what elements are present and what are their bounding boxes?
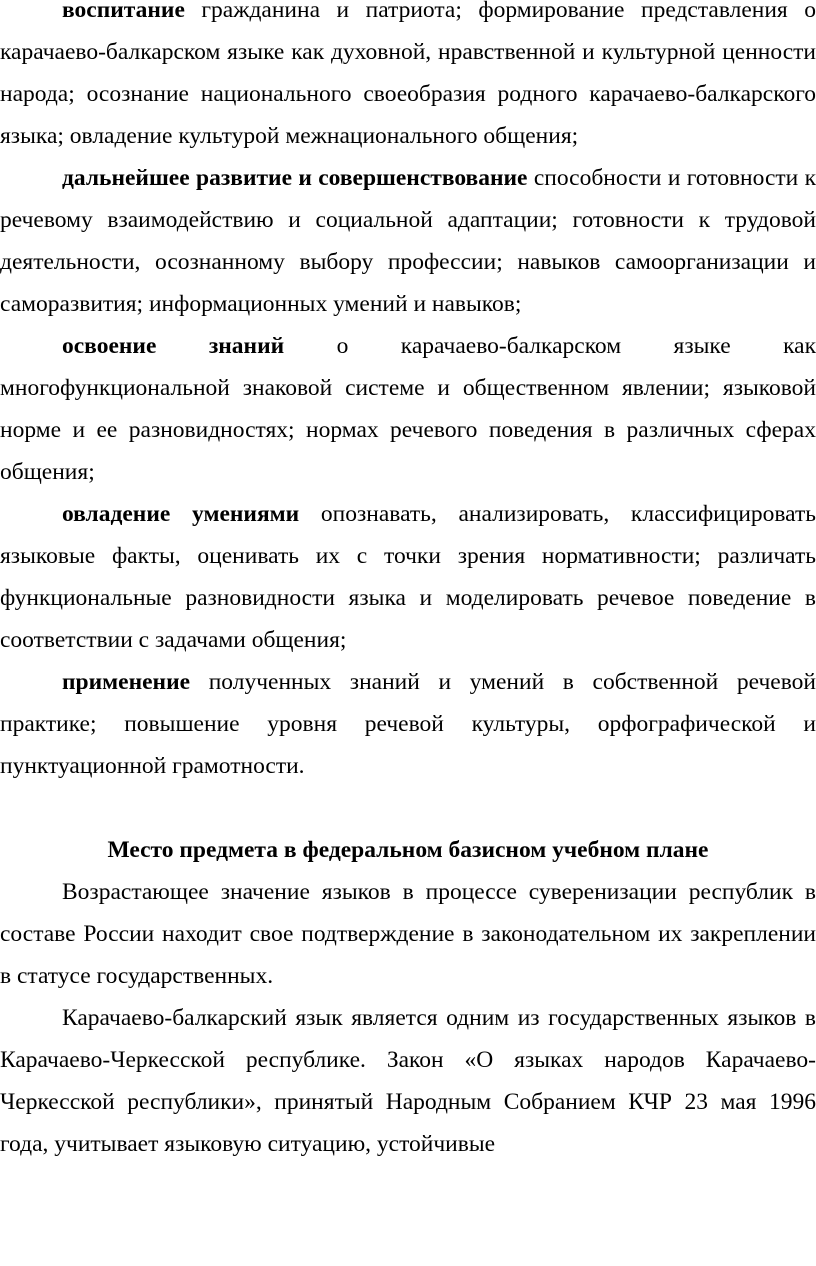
goal-text: опознавать, анализировать, классифицировать языковые факты, оценивать их с точки зрения нормативности; различать функциональные разновидности языка и моделировать речевое поведение в соответствии с задачами общения; [0,501,816,653]
goal-paragraph-skills [0,493,816,661]
goal-paragraph-upbringing [0,0,816,157]
goal-text: гражданина и патриота; формирование представления о карачаево-балкарском языке как духовной, нравственной и культурной ценности народа; осознание национального своеобразия родного карачаево-балкарского языка; овладение культурой межнационального общения; [0,0,816,149]
goal-paragraph-application [0,661,816,787]
goal-lead-term: овладение умениями [62,501,300,527]
blank-line [0,787,816,829]
goal-paragraph-knowledge [0,325,816,493]
goal-lead-term: воспитание [62,0,185,23]
goal-text: полученных знаний и умений в собственной речевой практике; повышение уровня речевой культуры, орфографической и пунктуационной грамотности. [0,669,816,779]
goal-text: о карачаево-балкарском языке как многофункциональной знаковой системе и общественном явлении; языковой норме и ее разновидностях; нормах речевого поведения в различных сферах общения; [0,333,816,485]
section-heading: Место предмета в федеральном базисном учебном плане [107,837,709,863]
goal-lead-term: применение [62,669,191,695]
goal-lead-term: освоение знаний [62,333,285,359]
section-paragraph: Возрастающее значение языков в процессе суверенизации республик в составе России находит свое подтверждение в законодательном их закреплении в статусе государственных. [0,879,816,989]
goal-text: способности и готовности к речевому взаимодействию и социальной адаптации; готовности к трудовой деятельности, осознанному выбору профессии; навыков самоорганизации и саморазвития; информационных умений и навыков; [0,165,816,317]
goal-paragraph-development [0,157,816,325]
goal-lead-term: дальнейшее развитие и совершенствование [62,165,528,191]
section-paragraph: Карачаево-балкарский язык является одним из государственных языков в Карачаево-Черкесской республике. Закон «О языках народов Карачаево-Черкесской республики», принятый Народным Собранием КЧР 23 мая 1996 года, учитывает языковую ситуацию, устойчивые [0,1005,816,1157]
